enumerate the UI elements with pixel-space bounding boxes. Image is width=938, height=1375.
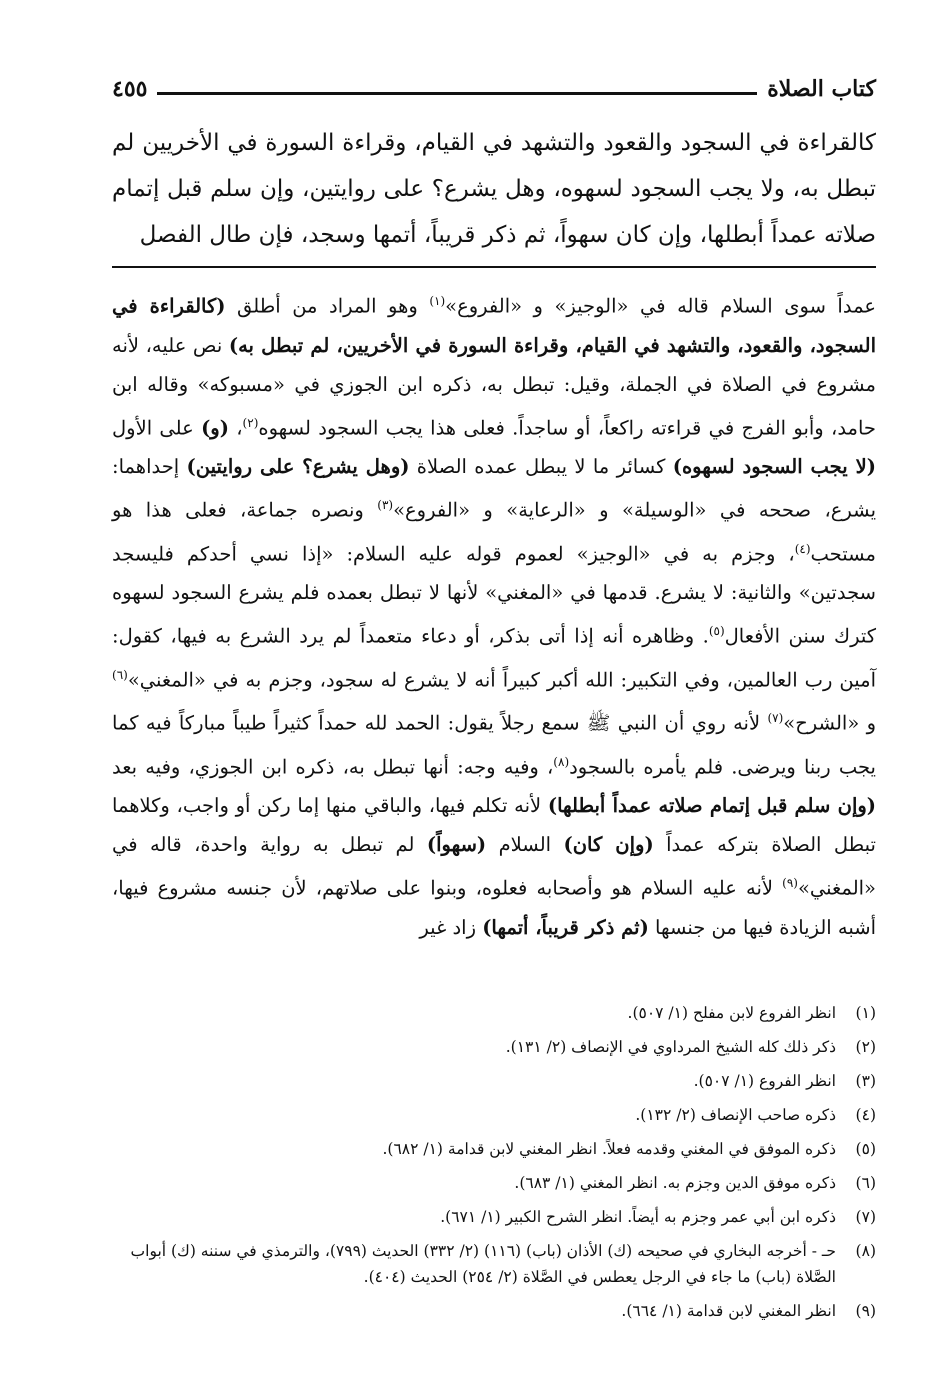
footnote <box>112 1234 876 1294</box>
footnote-number: (٨) <box>855 1242 876 1260</box>
matn-quote: (و) <box>201 416 229 439</box>
footnote-text: ذكره الموفق في المغني وقدمه فعلاً. انظر المغني لابن قدامة (١/ ٦٨٢). <box>382 1140 836 1158</box>
footnote-marker: (٥) <box>708 624 725 638</box>
footnote-text: ذكره صاحب الإنصاف (٢/ ١٣٢). <box>635 1106 836 1124</box>
footnote-number: (٤) <box>855 1106 876 1124</box>
footnote-marker: (٨) <box>553 754 570 769</box>
sharh-run: نص عليه، لأنه مشروع في الصلاة في الجملة، وقيل: تبطل به، ذكره ابن الجوزي في «مسبوكه» وقاله ابن حامد، وأبو الفرج في قراءته راكعاً، أو ساجداً. فعلى هذا يجب السجود لسهوه <box>112 333 876 439</box>
sharh-run: إحداهما: يشرع، صححه في «الوسيلة» و «الرعاية» و «الفروع» <box>112 455 876 522</box>
sharh-run: ، <box>228 416 243 439</box>
sharh-run: ونصره جماعة، فعلى هذا هو مستحب <box>112 498 876 565</box>
sharh-run: لأنه تكلم فيها، والباقي منها إما ركن أو واجب، وكلاهما تبطل الصلاة بتركه عمداً <box>112 794 876 856</box>
matn-quote: (وهل يشرع؟ على روايتين) <box>186 455 410 478</box>
footnote-number: (٢) <box>855 1038 876 1056</box>
matn-quote: (ثم ذكر قريباً، أتمها) <box>482 915 649 939</box>
sharh-run: ، وفيه وجه: أنها تبطل به، ذكره ابن الجوزي، وفيه بعد <box>112 755 554 778</box>
footnote <box>112 1030 876 1064</box>
footnote-marker: (٢) <box>242 415 259 430</box>
footnote-marker: (٤) <box>794 541 811 556</box>
sharh-text <box>112 282 876 947</box>
sharh-run: لأنه عليه السلام هو وأصحابه فعلوه، وبنوا على صلاتهم، لأن جنسه مشروع فيها، أشبه الزيادة فيها من جنسها <box>112 876 876 939</box>
footnote-marker: (٩) <box>782 876 798 890</box>
footnote-text: انظر الفروع لابن مفلح (١/ ٥٠٧). <box>627 1004 836 1022</box>
sharh-run: لأنه روي أن النبي ﷺ سمع رجلاً يقول: الحمد لله حمداً كثيراً طيباً مباركاً فيه كما يجب ربنا ويرضى. فلم يأمره بالسجود <box>112 711 876 778</box>
page-number: ٤٥٥ <box>112 76 148 102</box>
footnote-number: (١) <box>855 1004 876 1022</box>
footnote-marker: (١) <box>429 294 446 308</box>
footnote-number: (٣) <box>855 1072 876 1090</box>
sharh-run: زاد غير <box>419 915 483 939</box>
matn-quote: (كالقراءة في السجود، والقعود، والتشهد في القيام، وقراءة السورة في الأخريين، لم تبطل به) <box>112 294 876 357</box>
footnote <box>112 1132 876 1166</box>
sharh-run: . وظاهره أنه إذا أتى بذكر، أو دعاء متعمداً لم يرد الشرع به فيها، كقول: آمين رب العالمين، وفي التكبير: الله أكبر كبيراً أنه لا يشرع له سجود، وجزم به في «المغني» <box>112 624 876 691</box>
footnote <box>112 1098 876 1132</box>
footnote-text: ذكره موفق الدين وجزم به. انظر المغني (١/ ٦٨٣). <box>514 1174 836 1192</box>
matn-text: كالقراءة في السجود والقعود والتشهد في القيام، وقراءة السورة في الأخريين لم تبطل به، ولا يجب السجود لسهوه، وهل يشرع؟ على روايتين، وإن سلم قبل إتمام صلاته عمداً أبطلها، وإن كان سهواً، ثم ذكر قريباً، أتمها وسجد، فإن طال الفصل <box>112 130 876 248</box>
sharh-run: عمداً سوى السلام قاله في «الوجيز» و «الفروع» <box>445 294 876 318</box>
header-rule <box>157 92 757 95</box>
footnote-number: (٦) <box>855 1174 876 1192</box>
footnote-text: ذكره ابن أبي عمر وجزم به أيضاً. انظر الشرح الكبير (١/ ٦٧١). <box>440 1208 836 1226</box>
footnote <box>112 1166 876 1200</box>
footnote <box>112 1294 876 1328</box>
footnote-text: حـ - أخرجه البخاري في صحيحه (ك) الأذان (باب) (١١٦) (٢/ ٣٣٢) الحديث (٧٩٩)، والترمذي في سننه (ك) أبواب الصَّلاة (باب) ما جاء في الرجل يعطس في الصَّلاة (٢/ ٢٥٤) الحديث (٤٠٤). <box>130 1242 836 1286</box>
footnote-text: انظر الفروع (١/ ٥٠٧). <box>693 1072 836 1090</box>
footnote-number: (٩) <box>855 1302 876 1320</box>
sharh-run: السلام <box>486 833 564 856</box>
sharh-run: و «الشرح» <box>783 711 877 735</box>
footnote-marker: (٣) <box>377 498 394 512</box>
footnote-text: انظر المغني لابن قدامة (١/ ٦٦٤). <box>621 1302 836 1320</box>
sharh-run: ، وجزم به في «الوجيز» لعموم قوله عليه السلام: «إذا نسي أحدكم فليسجد سجدتين» والثانية: لا يشرع. قدمها في «المغني» لأنها لا تبطل بعمده فلم يشرع السجود لسهوه كترك سنن الأفعال <box>112 542 877 648</box>
running-header <box>112 62 876 102</box>
matn-quote: (وإن سلم قبل إتمام صلاته عمداً أبطلها) <box>547 794 877 817</box>
footnote-marker: (٧) <box>767 711 784 725</box>
chapter-title: كتاب الصلاة <box>767 76 876 102</box>
footnotes <box>112 996 876 1328</box>
matn-divider <box>112 266 876 268</box>
footnote <box>112 1064 876 1098</box>
footnote <box>112 1200 876 1234</box>
sharh-run: لم تبطل به رواية واحدة، قاله في «المغني» <box>112 833 876 900</box>
matn-quote: (وإن كان) <box>563 833 654 856</box>
footnote-text: ذكر ذلك كله الشيخ المرداوي في الإنصاف (٢/ ١٣١). <box>505 1038 836 1056</box>
sharh-run: على الأول <box>112 416 202 439</box>
sharh-run: وهو المراد من أطلق <box>225 294 430 318</box>
footnote-number: (٥) <box>855 1140 876 1158</box>
matn-quote: (لا يجب السجود لسهوه) <box>672 455 876 478</box>
footnote-marker: (٦) <box>112 667 128 682</box>
sharh-paragraph <box>112 282 876 947</box>
footnote-number: (٧) <box>855 1208 876 1226</box>
matn-quote: (سهواً) <box>426 833 487 856</box>
sharh-run: كسائر ما لا يبطل عمده الصلاة <box>409 455 673 478</box>
footnote <box>112 996 876 1030</box>
